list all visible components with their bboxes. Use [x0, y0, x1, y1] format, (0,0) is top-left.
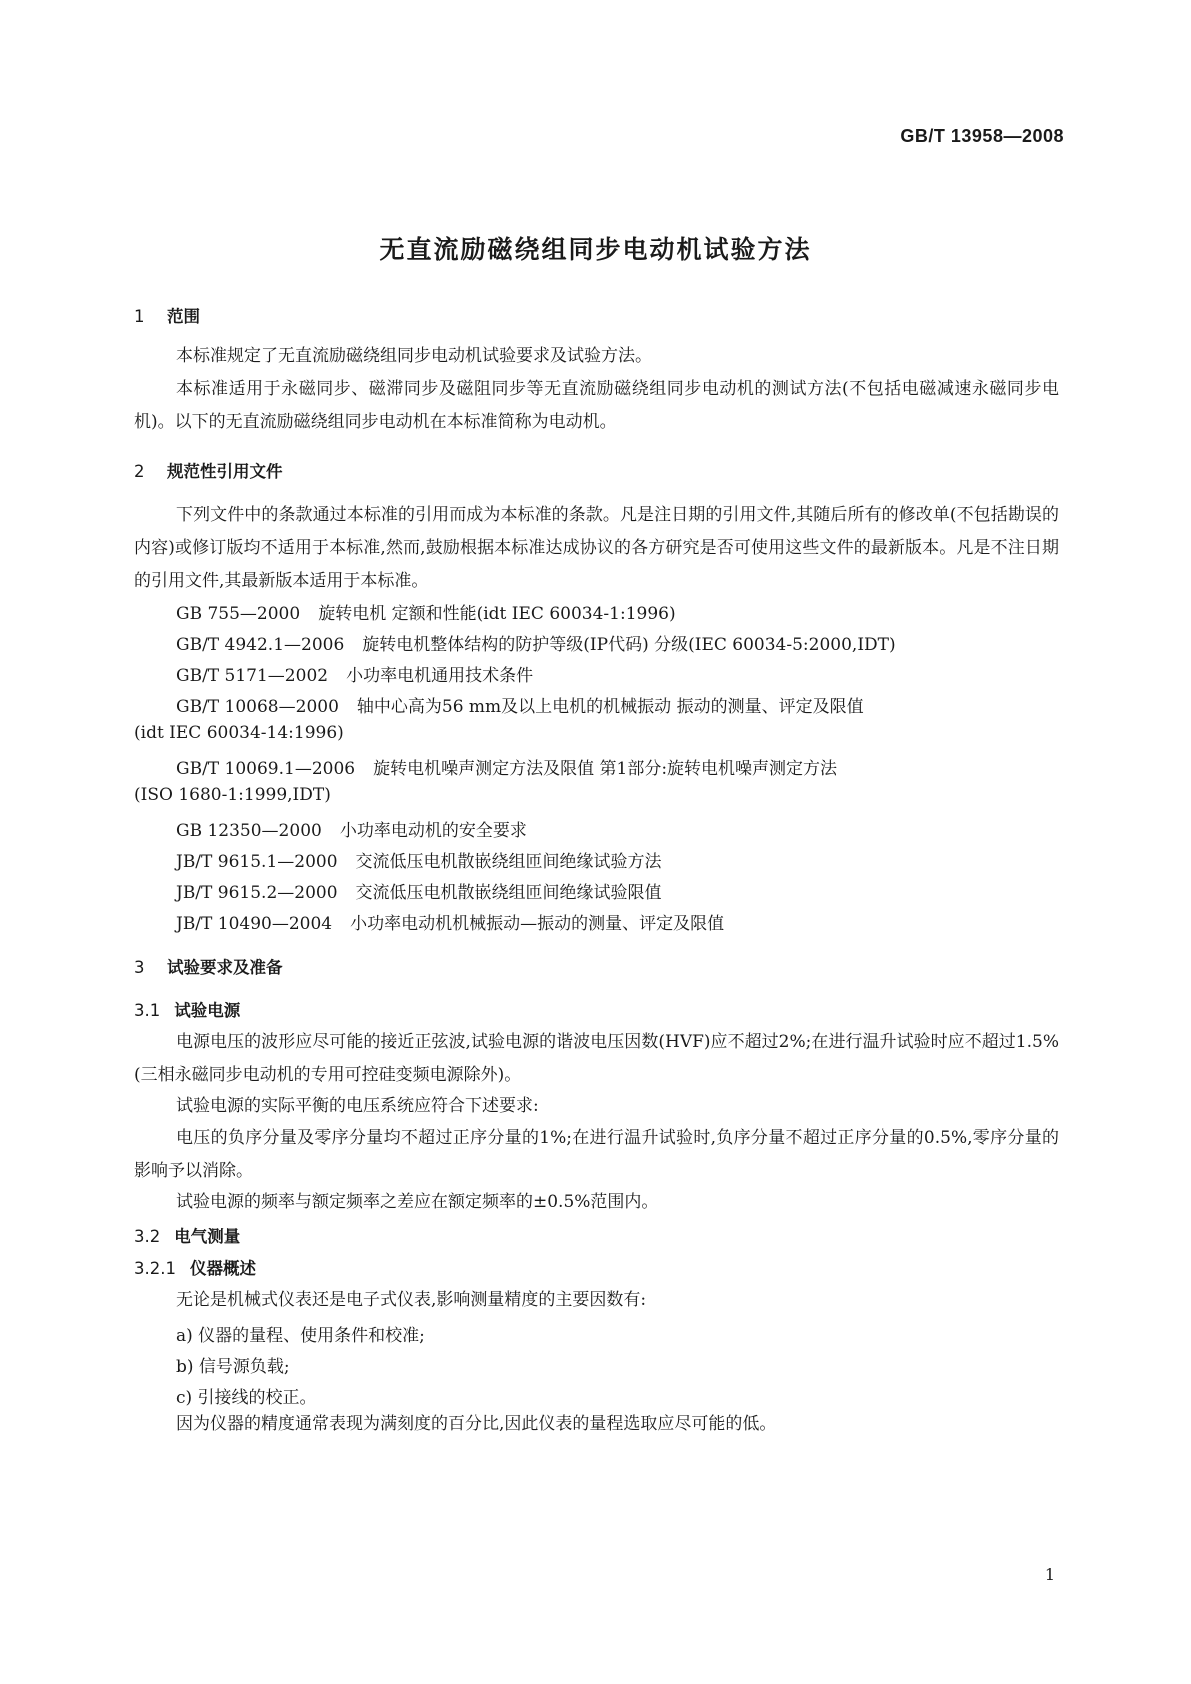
subsection-3-2-heading [134, 1223, 240, 1247]
reference-title: 交流低压电机散嵌绕组匝间绝缘试验方法 [355, 852, 662, 872]
reference-item [176, 847, 662, 872]
reference-title: 小功率电动机的安全要求 [339, 821, 527, 841]
section-title: 范围 [167, 307, 200, 326]
section-title: 电气测量 [174, 1227, 241, 1246]
list-item: b) 信号源负载; [176, 1357, 290, 1377]
reference-title: 轴中心高为56 mm及以上电机的机械振动 振动的测量、评定及限值 [356, 697, 864, 717]
reference-code: GB 755—2000 [176, 604, 301, 624]
section-title: 仪器概述 [189, 1259, 256, 1278]
reference-title: 小功率电机通用技术条件 [346, 666, 534, 686]
reference-code: GB/T 10068—2000 [176, 697, 339, 717]
reference-item [176, 754, 837, 779]
reference-continuation: (idt IEC 60034-14:1996) [134, 723, 344, 743]
section-1-heading [134, 303, 200, 327]
reference-code: GB 12350—2000 [176, 821, 322, 841]
reference-code: GB/T 5171—2002 [176, 666, 329, 686]
section-number: 3.2.1 [134, 1259, 176, 1278]
section-number: 3.1 [134, 1001, 161, 1020]
document-title: 无直流励磁绕组同步电动机试验方法 [379, 235, 812, 264]
section-3-heading [134, 954, 283, 978]
reference-title: 旋转电机噪声测定方法及限值 第1部分:旋转电机噪声测定方法 [373, 759, 838, 779]
reference-code: JB/T 10490—2004 [176, 914, 333, 934]
paragraph: 本标准规定了无直流励磁绕组同步电动机试验要求及试验方法。 [176, 346, 652, 366]
standard-code: GB/T 13958—2008 [900, 126, 1064, 146]
paragraph: 下列文件中的条款通过本标准的引用而成为本标准的条款。凡是注日期的引用文件,其随后所有的修改单(不包括勘误的内容)或修订版均不适用于本标准,然而,鼓励根据本标准达成协议的各方研究是否可使用这些文件的最新版本。凡是不注日期的引用文件,其最新版本适用于本标准。 [134, 505, 1059, 591]
section-title: 试验要求及准备 [167, 958, 283, 977]
section-number: 3 [134, 958, 145, 977]
section-title: 试验电源 [174, 1001, 241, 1020]
reference-title: 交流低压电机散嵌绕组匝间绝缘试验限值 [355, 883, 662, 903]
reference-title: 旋转电机 定额和性能(idt IEC 60034-1:1996) [318, 604, 676, 624]
reference-item [176, 692, 864, 717]
section-title: 规范性引用文件 [167, 462, 283, 481]
reference-title: 旋转电机整体结构的防护等级(IP代码) 分级(IEC 60034-5:2000,IDT) [362, 635, 896, 655]
paragraph: 试验电源的实际平衡的电压系统应符合下述要求: [176, 1096, 539, 1116]
paragraph: 试验电源的频率与额定频率之差应在额定频率的±0.5%范围内。 [176, 1192, 659, 1212]
list-item: c) 引接线的校正。 [176, 1388, 317, 1408]
section-number: 2 [134, 462, 145, 481]
reference-continuation: (ISO 1680-1:1999,IDT) [134, 785, 331, 805]
subsection-3-2-1-heading [134, 1255, 256, 1279]
reference-code: GB/T 4942.1—2006 [176, 635, 345, 655]
section-number: 1 [134, 307, 145, 326]
paragraph: 本标准适用于永磁同步、磁滞同步及磁阻同步等无直流励磁绕组同步电动机的测试方法(不包括电磁减速永磁同步电机)。以下的无直流励磁绕组同步电动机在本标准简称为电动机。 [134, 379, 1059, 432]
section-2-heading [134, 458, 283, 482]
list-item: a) 仪器的量程、使用条件和校准; [176, 1326, 425, 1346]
reference-title: 小功率电动机机械振动—振动的测量、评定及限值 [350, 914, 725, 934]
page-number: 1 [1044, 1565, 1055, 1584]
paragraph: 电压的负序分量及零序分量均不超过正序分量的1%;在进行温升试验时,负序分量不超过正序分量的0.5%,零序分量的影响予以消除。 [134, 1128, 1059, 1181]
reference-item [176, 816, 527, 841]
reference-code: GB/T 10069.1—2006 [176, 759, 356, 779]
reference-code: JB/T 9615.2—2000 [176, 883, 338, 903]
subsection-3-1-heading [134, 997, 240, 1021]
reference-item [176, 630, 896, 655]
section-number: 3.2 [134, 1227, 161, 1246]
reference-code: JB/T 9615.1—2000 [176, 852, 338, 872]
reference-item [176, 599, 676, 624]
reference-item [176, 661, 533, 686]
paragraph: 电源电压的波形应尽可能的接近正弦波,试验电源的谐波电压因数(HVF)应不超过2%;在进行温升试验时应不超过1.5%(三相永磁同步电动机的专用可控硅变频电源除外)。 [134, 1032, 1059, 1085]
reference-item [176, 878, 662, 903]
paragraph: 无论是机械式仪表还是电子式仪表,影响测量精度的主要因数有: [176, 1290, 647, 1310]
reference-item [176, 909, 724, 934]
paragraph: 因为仪器的精度通常表现为满刻度的百分比,因此仪表的量程选取应尽可能的低。 [176, 1414, 777, 1434]
